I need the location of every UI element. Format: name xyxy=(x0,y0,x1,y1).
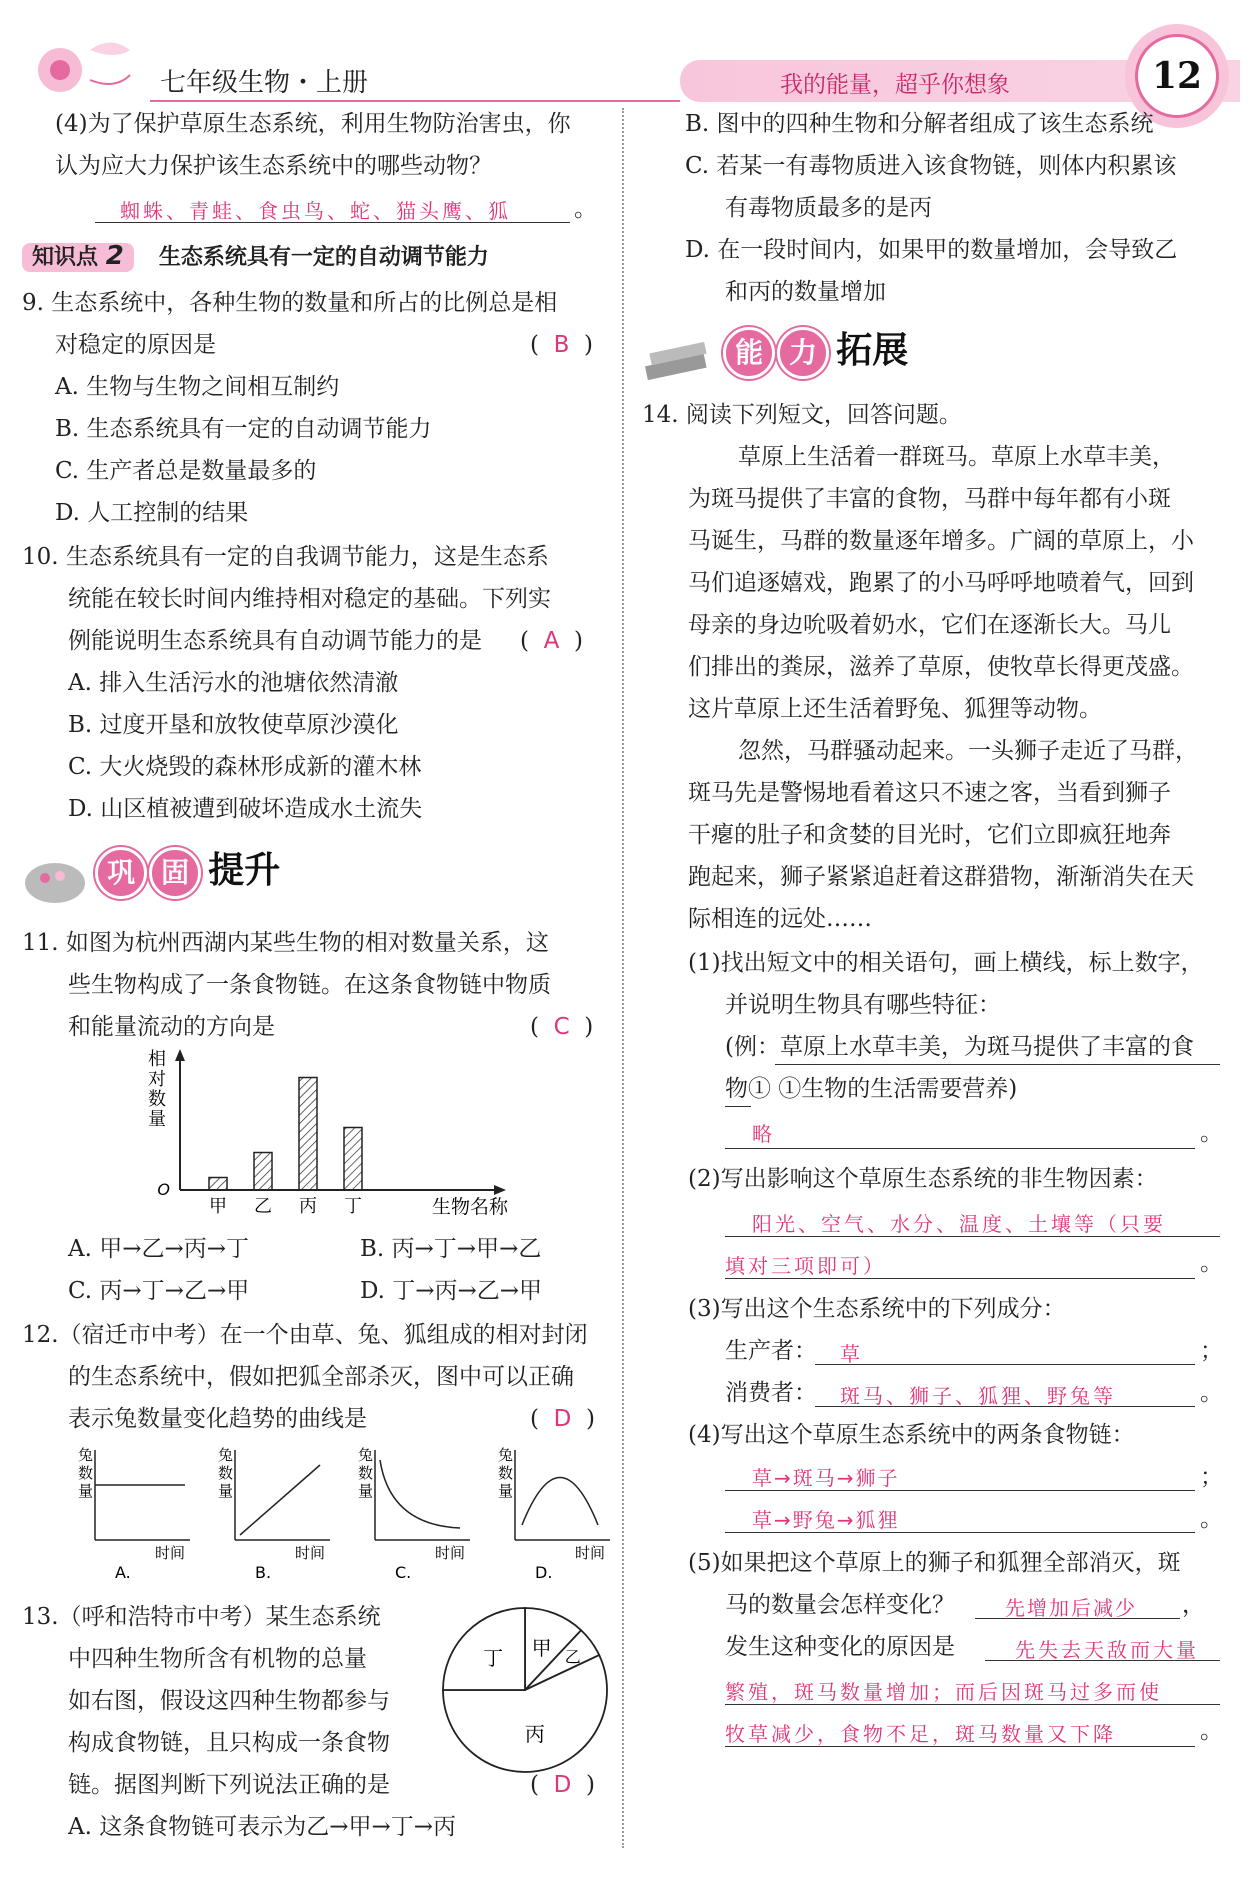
q13-option-c-1: C. 若某一有毒物质进入该食物链，则体内积累该 xyxy=(685,153,1177,179)
q14-part5-line-1 xyxy=(975,1618,1180,1619)
svg-text:数: 数 xyxy=(498,1464,514,1482)
passage-line-1: 草原上生活着一群斑马。草原上水草丰美， xyxy=(738,444,1175,470)
passage-line-10: 干瘪的肚子和贪婪的目光时，它们立即疯狂地奔 xyxy=(688,822,1171,848)
graph-a xyxy=(78,1446,190,1580)
graph-a-ylabel-2: 数 xyxy=(78,1464,94,1482)
graph-d-label: D. xyxy=(535,1563,553,1580)
q14-part1-1: (1)找出短文中的相关语句，画上横线，标上数字， xyxy=(688,950,1204,976)
section-ability xyxy=(640,322,908,388)
q14-part5-answer-4: 牧草减少，食物不足，斑马数量又下降 xyxy=(725,1722,1116,1746)
q13-option-c-2: 有毒物质最多的是丙 xyxy=(725,195,932,221)
q14-part1-line xyxy=(725,1148,1195,1149)
q11-stem2: 些生物构成了一条食物链。在这条食物链中物质 xyxy=(68,972,551,998)
graph-a-ylabel-1: 兔 xyxy=(78,1446,94,1464)
q14-part2-answer-2: 填对三项即可） xyxy=(725,1254,886,1278)
origin-label: O xyxy=(157,1180,170,1199)
passage-line-6: 们排出的粪尿，滋养了草原，使牧草长得更茂盛。 xyxy=(688,654,1194,680)
y-label-char: 数 xyxy=(148,1089,166,1110)
consumer-label: 消费者： xyxy=(725,1380,817,1406)
book-title: 七年级生物・上册 xyxy=(160,68,369,98)
section-consolidate xyxy=(20,842,280,908)
q14-part1-answer: 略 xyxy=(752,1122,772,1146)
x-axis-label: 生物名称 xyxy=(431,1196,509,1215)
bar-甲 xyxy=(209,1178,227,1191)
graph-c-label: C. xyxy=(395,1563,412,1580)
q10-stem3: 例能说明生态系统具有自动调节能力的是 xyxy=(68,628,482,654)
q13-option-b: B. 图中的四种生物和分解者组成了该生态系统 xyxy=(685,111,1154,137)
q11-option-d: D. 丁→丙→乙→甲 xyxy=(360,1278,543,1304)
q14-part5-answer-2: 先失去天敌而大量 xyxy=(1015,1638,1199,1662)
q10-option-b: B. 过度开垦和放牧使草原沙漠化 xyxy=(68,712,399,738)
knowledge-point-2 xyxy=(22,240,489,271)
q12-stem3: 表示兔数量变化趋势的曲线是 xyxy=(68,1406,367,1432)
q13-option-d-1: D. 在一段时间内，如果甲的数量增加，会导致乙 xyxy=(685,237,1178,263)
q14-part5-line-4 xyxy=(725,1746,1195,1747)
graph-c-curve xyxy=(380,1460,460,1528)
graph-c xyxy=(358,1446,470,1580)
y-axis-arrow-icon xyxy=(175,1049,185,1061)
example-underline-2 xyxy=(725,1106,751,1107)
svg-text:量: 量 xyxy=(498,1482,514,1500)
section-char-1: 巩 xyxy=(95,847,147,899)
food-chain-1: 草→斑马→狮子 xyxy=(752,1466,900,1490)
svg-text:量: 量 xyxy=(358,1482,374,1500)
food-chain-1-line xyxy=(725,1490,1195,1491)
bar-label-丁: 丁 xyxy=(344,1196,362,1215)
graph-a-ylabel-3: 量 xyxy=(78,1482,94,1500)
q13-stem2: 中四种生物所含有机物的总量 xyxy=(68,1646,367,1672)
q14-part1-end: 。 xyxy=(1200,1120,1223,1146)
bar-乙 xyxy=(254,1153,272,1191)
q10-option-c: C. 大火烧毁的森林形成新的灌木林 xyxy=(68,754,422,780)
section-rest: 提升 xyxy=(208,850,281,891)
q11-stem3: 和能量流动的方向是 xyxy=(68,1014,275,1040)
organic-matter-pie-chart xyxy=(435,1600,615,1780)
q10-option-a: A. 排入生活污水的池塘依然清澈 xyxy=(68,670,399,696)
q11-stem1: 11. 如图为杭州西湖内某些生物的相对数量关系，这 xyxy=(22,930,549,956)
q9-stem2: 对稳定的原因是 xyxy=(55,332,216,358)
y-axis-label xyxy=(148,1049,166,1130)
bar-label-甲: 甲 xyxy=(209,1196,227,1215)
q14-part1-2: 并说明生物具有哪些特征： xyxy=(725,992,1001,1018)
q9-option-c: C. 生产者总是数量最多的 xyxy=(55,458,317,484)
svg-text:数: 数 xyxy=(218,1464,234,1482)
q14-part2-answer-1: 阳光、空气、水分、温度、土壤等（只要 xyxy=(752,1212,1166,1236)
q14-part2-end: 。 xyxy=(1200,1250,1223,1276)
passage-line-3: 马诞生，马群的数量逐年增多。广阔的草原上，小 xyxy=(688,528,1194,554)
svg-text:数: 数 xyxy=(358,1464,374,1482)
graph-b-label: B. xyxy=(255,1563,272,1580)
q8-4-text2: 认为应大力保护该生态系统中的哪些动物？ xyxy=(55,153,492,179)
q10-stem1: 10. 生态系统具有一定的自我调节能力，这是生态系 xyxy=(22,544,549,570)
q9-option-d: D. 人工控制的结果 xyxy=(55,500,249,526)
passage-line-11: 跑起来，狮子紧紧追赶着这群猎物，渐渐消失在天 xyxy=(688,864,1194,890)
passage-line-4: 马们追逐嬉戏，跑累了的小马呼呼地喷着气，回到 xyxy=(688,570,1194,596)
section-rest: 拓展 xyxy=(836,330,909,371)
q14-part5-1: (5)如果把这个草原上的狮子和狐狸全部消灭，斑 xyxy=(688,1550,1181,1576)
q14-part2-line-2 xyxy=(725,1278,1195,1279)
passage-line-2: 为斑马提供了丰富的食物，马群中每年都有小斑 xyxy=(688,486,1171,512)
q10-option-d: D. 山区植被遭到破坏造成水土流失 xyxy=(68,796,423,822)
q14-part1-3: (例：草原上水草丰美，为斑马提供了丰富的食 xyxy=(725,1034,1194,1060)
q14-part5-end: 。 xyxy=(1200,1718,1223,1744)
q13-stem4: 构成食物链，且只构成一条食物 xyxy=(68,1730,390,1756)
q8-4-text1: (4)为了保护草原生态系统，利用生物防治害虫，你 xyxy=(55,111,571,137)
q11-option-c: C. 丙→丁→乙→甲 xyxy=(68,1278,250,1304)
graph-b-xlabel: 时间 xyxy=(295,1544,326,1562)
example-underline-1 xyxy=(775,1064,1220,1065)
bar-丙 xyxy=(299,1078,317,1191)
graph-a-xlabel: 时间 xyxy=(155,1544,186,1562)
passage-line-12: 际相连的远处…… xyxy=(688,906,872,932)
q14-part5-comma: ， xyxy=(1182,1592,1205,1618)
q14-stem: 14. 阅读下列短文，回答问题。 xyxy=(642,402,962,428)
y-label-char: 量 xyxy=(148,1109,166,1130)
food-chain-1-end: ； xyxy=(1200,1464,1223,1490)
q9-option-a: A. 生物与生物之间相互制约 xyxy=(55,374,340,400)
q14-part5-line-2 xyxy=(985,1660,1220,1661)
column-divider xyxy=(622,108,624,1848)
relative-quantity-bar-chart xyxy=(140,1045,560,1215)
graph-a-label: A. xyxy=(115,1563,131,1580)
q8-4-answer-line xyxy=(95,222,570,223)
food-chain-2-line xyxy=(725,1532,1195,1533)
q14-part5-answer-1: 先增加后减少 xyxy=(1005,1596,1137,1620)
kp-tag: 知识点 2 xyxy=(22,243,134,272)
q14-part5-3: 发生这种变化的原因是 xyxy=(725,1634,955,1660)
kp-title: 生态系统具有一定的自动调节能力 xyxy=(158,245,489,270)
section-char-2: 固 xyxy=(149,847,201,899)
q14-part5-line-3 xyxy=(725,1704,1220,1705)
q13-option-a: A. 这条食物链可表示为乙→甲→丁→丙 xyxy=(68,1814,457,1840)
q14-part2-question: (2)写出影响这个草原生态系统的非生物因素： xyxy=(688,1166,1158,1192)
q12-stem2: 的生态系统中，假如把狐全部杀灭，图中可以正确 xyxy=(68,1364,574,1390)
q11-option-b: B. 丙→丁→甲→乙 xyxy=(360,1236,542,1262)
q8-4-end: 。 xyxy=(574,196,597,222)
bar-label-丙: 丙 xyxy=(299,1196,317,1215)
passage-line-7: 这片草原上还生活着野兔、狐狸等动物。 xyxy=(688,696,1102,722)
y-label-char: 相 xyxy=(148,1049,166,1070)
slogan: 我的能量，超乎你想象 xyxy=(780,72,1010,98)
q8-4-answer: 蜘蛛、青蛙、食虫鸟、蛇、猫头鹰、狐 xyxy=(120,199,511,223)
page-number: 12 xyxy=(1135,34,1219,118)
q13-stem5: 链。据图判断下列说法正确的是 xyxy=(68,1772,390,1798)
q13-answer-bracket: ( D ) xyxy=(530,1772,595,1798)
section-char-2: 力 xyxy=(777,327,829,379)
svg-text:兔: 兔 xyxy=(218,1446,234,1464)
q9-answer-bracket: ( B ) xyxy=(530,332,593,358)
svg-text:量: 量 xyxy=(218,1482,234,1500)
header-rule xyxy=(150,100,680,102)
pie-label-丁: 丁 xyxy=(483,1646,504,1671)
pie-label-乙: 乙 xyxy=(564,1647,581,1667)
rabbit-trend-graphs xyxy=(60,1440,620,1580)
q13-stem3: 如右图，假设这四种生物都参与 xyxy=(68,1688,390,1714)
q12-stem1: 12.（宿迁市中考）在一个由草、兔、狐组成的相对封闭 xyxy=(22,1322,588,1348)
consumer-end: 。 xyxy=(1200,1380,1223,1406)
passage-line-9: 斑马先是警惕地看着这只不速之客，当看到狮子 xyxy=(688,780,1171,806)
food-chain-2-end: 。 xyxy=(1200,1506,1223,1532)
q10-answer-bracket: ( A ) xyxy=(520,628,583,654)
palette-icon xyxy=(20,848,90,908)
food-chain-2: 草→野兔→狐狸 xyxy=(752,1508,900,1532)
books-icon xyxy=(640,328,718,388)
q13-stem1: 13.（呼和浩特市中考）某生态系统 xyxy=(22,1604,381,1630)
graph-d-curve xyxy=(522,1478,598,1526)
producer-line xyxy=(815,1364,1195,1365)
header-decoration xyxy=(20,30,140,100)
q14-part2-line-1 xyxy=(725,1236,1220,1237)
graph-d xyxy=(498,1446,610,1580)
bar-label-乙: 乙 xyxy=(254,1196,272,1215)
q14-part1-4: 物① ①生物的生活需要营养) xyxy=(725,1076,1018,1102)
x-axis-arrow-icon xyxy=(494,1185,506,1195)
pie-label-丙: 丙 xyxy=(524,1722,545,1747)
q13-option-d-2: 和丙的数量增加 xyxy=(725,279,886,305)
producer-answer: 草 xyxy=(840,1342,860,1366)
producer-end: ； xyxy=(1200,1338,1223,1364)
passage-line-8: 忽然，马群骚动起来。一头狮子走近了马群， xyxy=(738,738,1198,764)
q9-option-b: B. 生态系统具有一定的自动调节能力 xyxy=(55,416,432,442)
consumer-line xyxy=(815,1406,1195,1407)
q11-option-a: A. 甲→乙→丙→丁 xyxy=(68,1236,250,1262)
svg-text:兔: 兔 xyxy=(498,1446,514,1464)
graph-b-curve xyxy=(240,1465,320,1535)
q14-part5-2: 马的数量会怎样变化？ xyxy=(725,1592,955,1618)
section-char-1: 能 xyxy=(723,327,775,379)
svg-text:兔: 兔 xyxy=(358,1446,374,1464)
consumer-answer: 斑马、狮子、狐狸、野兔等 xyxy=(840,1384,1116,1408)
graph-c-xlabel: 时间 xyxy=(435,1544,466,1562)
q14-part4-question: (4)写出这个草原生态系统中的两条食物链： xyxy=(688,1422,1135,1448)
flower-ornament-icon xyxy=(20,30,140,100)
q12-answer-bracket: ( D ) xyxy=(530,1406,595,1432)
passage-line-5: 母亲的身边吮吸着奶水，它们在逐渐长大。马儿 xyxy=(688,612,1171,638)
producer-label: 生产者： xyxy=(725,1338,817,1364)
graph-d-xlabel: 时间 xyxy=(575,1544,606,1562)
q11-answer-bracket: ( C ) xyxy=(530,1014,594,1040)
q10-stem2: 统能在较长时间内维持相对稳定的基础。下列实 xyxy=(68,586,551,612)
q14-part3-question: (3)写出这个生态系统中的下列成分： xyxy=(688,1296,1066,1322)
q9-stem1: 9. 生态系统中，各种生物的数量和所占的比例总是相 xyxy=(22,290,558,316)
bar-丁 xyxy=(344,1128,362,1191)
y-label-char: 对 xyxy=(148,1069,166,1090)
graph-b xyxy=(218,1446,330,1580)
q14-part5-answer-3: 繁殖，斑马数量增加；而后因斑马过多而使 xyxy=(725,1680,1162,1704)
pie-label-甲: 甲 xyxy=(531,1636,552,1661)
